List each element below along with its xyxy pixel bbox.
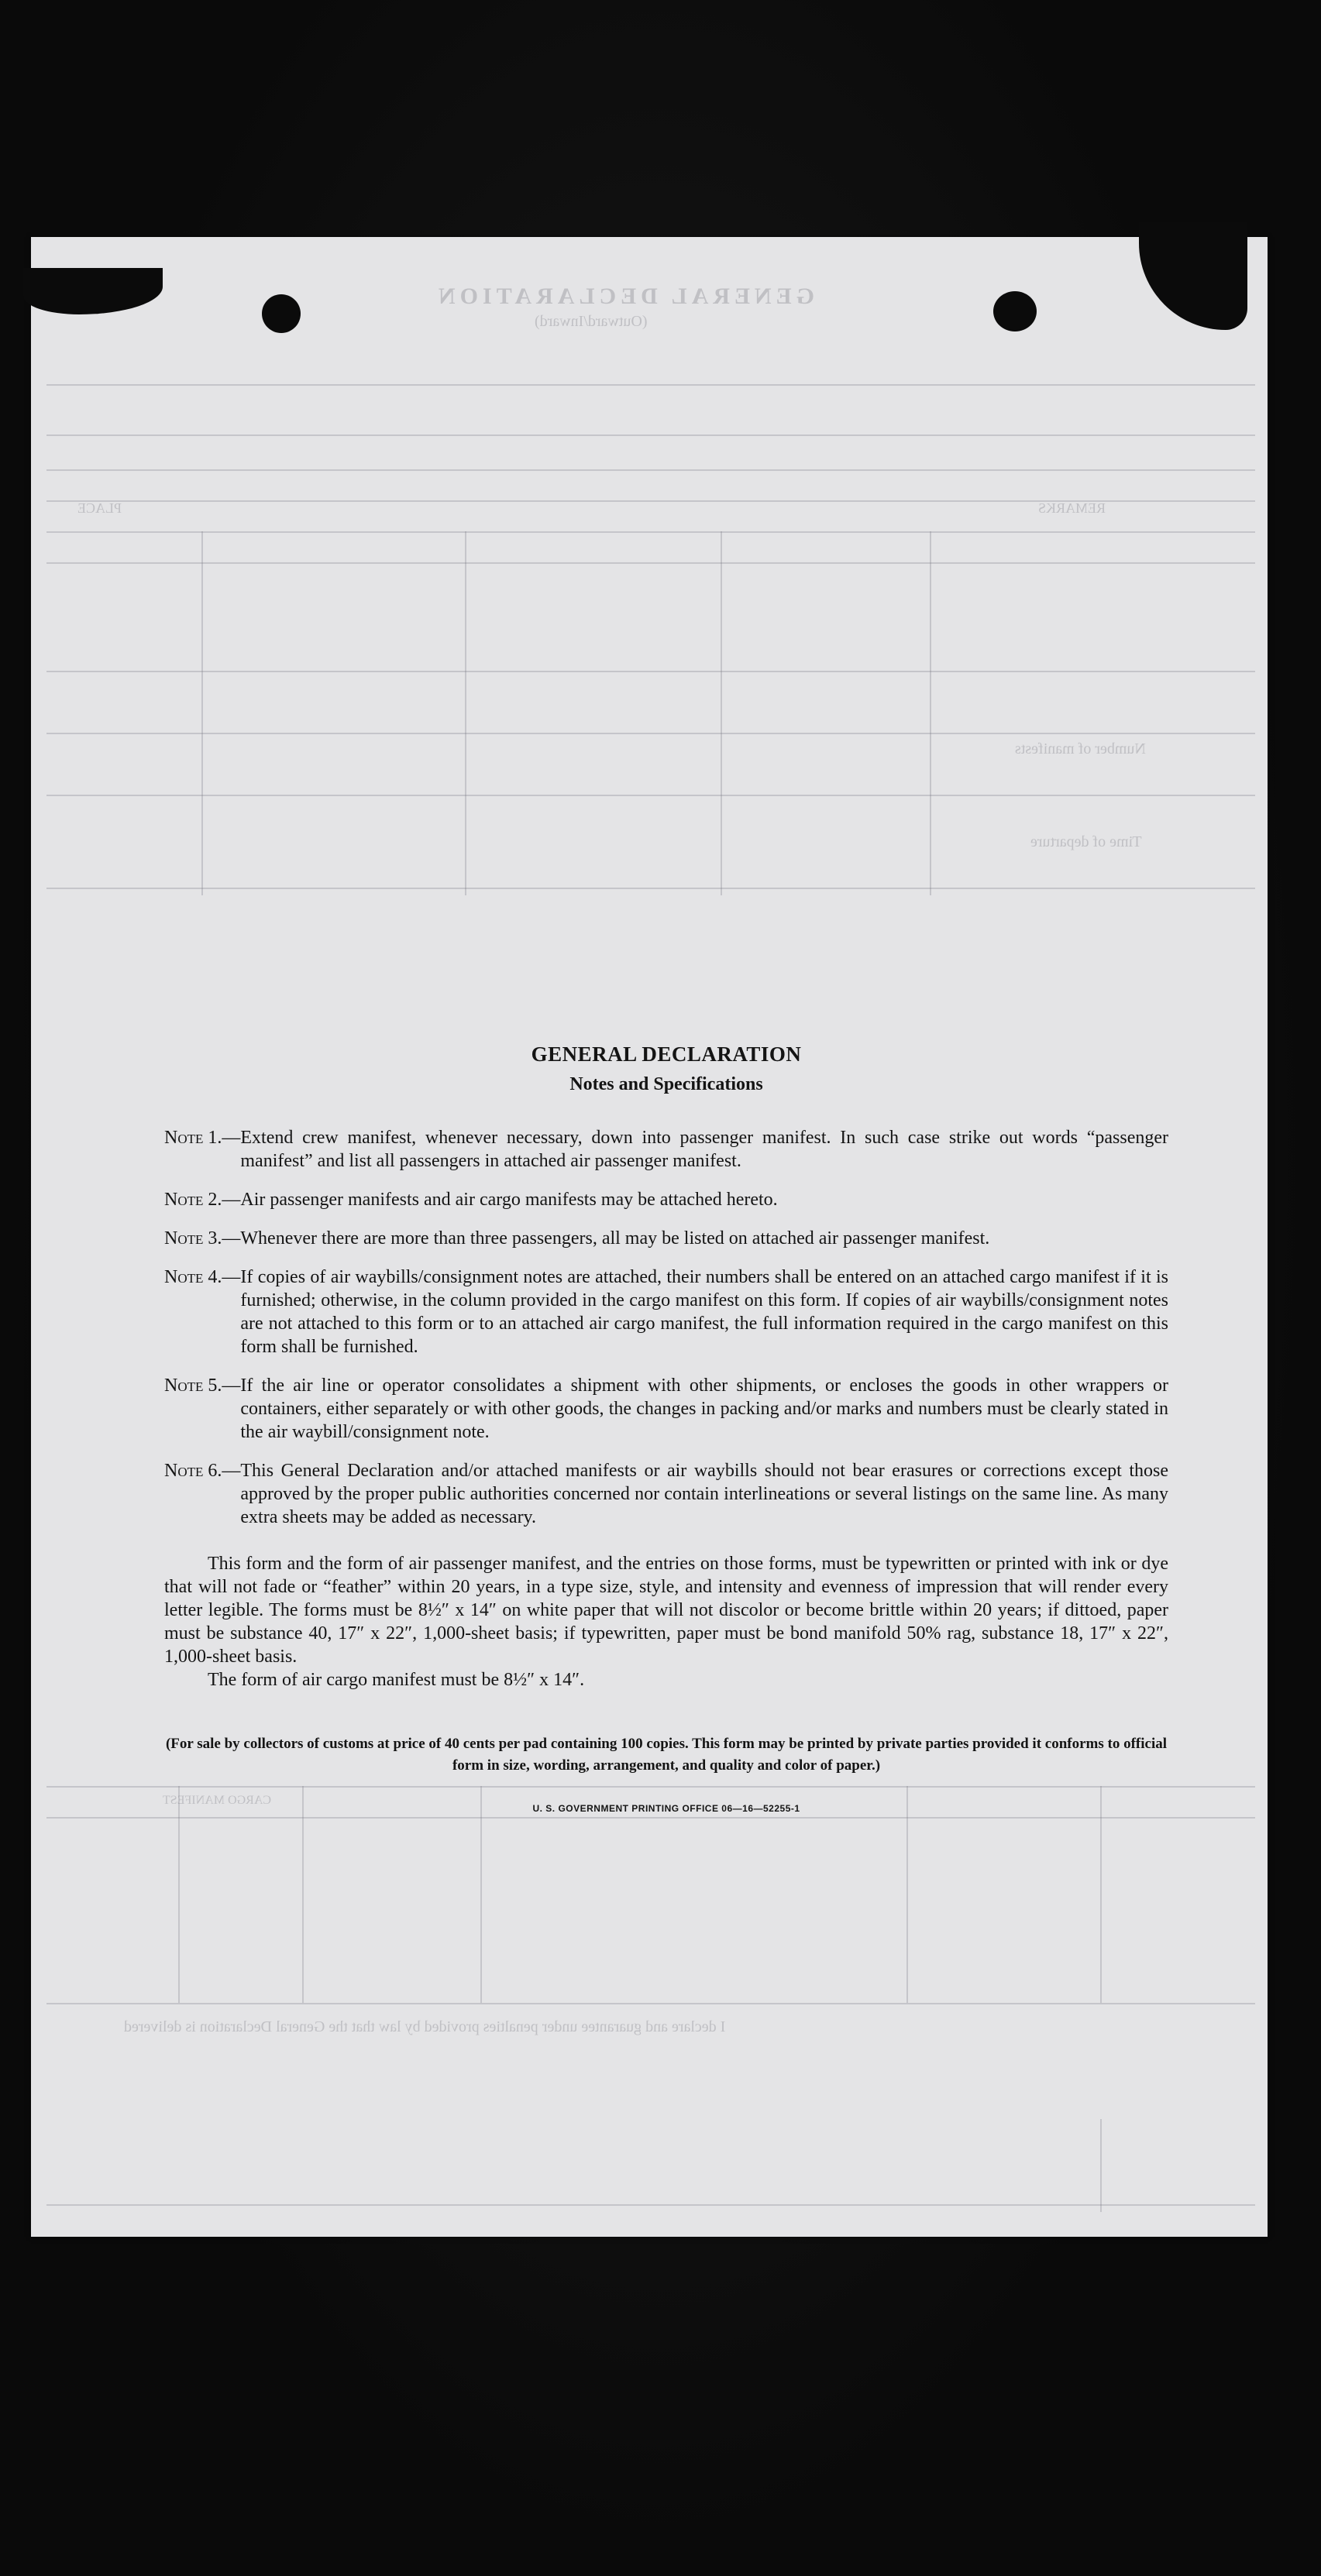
- note-5: Note 5. — If the air line or operator consolidates a shipment with other shipments, or encloses the goods in other wrappers or containers, either separately or with other goods, the changes in packing and/or marks and numbers must be clearly stated in the air waybill/consignment note.: [164, 1376, 1168, 1442]
- torn-corner-right: [1139, 222, 1247, 330]
- note-text: Whenever there are more than three passengers, all may be listed on attached air passenger manifest.: [240, 1228, 990, 1249]
- note-label: Note 6.: [164, 1461, 222, 1481]
- document-subtitle: Notes and Specifications: [569, 1074, 763, 1094]
- document-page: [31, 237, 1268, 2237]
- sale-notice: (For sale by collectors of customs at price of 40 cents per pad containing 100 copies. This form may be printed by private parties provided it conforms to official form in size, wording, arrangement, and quality and color of paper.): [165, 1736, 1168, 1774]
- paper-specifications: This form and the form of air passenger manifest, and the entries on those forms, must be typewritten or printed with ink or dye that will not fade or “feather” within 20 years, in a type size, style, and intensity and evenness of impression that will render every letter legible. The forms must be 8½″ x 14″ on white paper that will not discolor or become brittle within 20 years; if dittoed, paper must be substance 40, 17″ x 22″, 1,000-sheet basis; if typewritten, paper must be bond manifold 50% rag, substance 18, 17″ x 22″, 1,000-sheet basis.: [164, 1554, 1168, 1667]
- note-1: Note 1. — Extend crew manifest, whenever necessary, down into passenger manifest. In such case strike out words “passenger manifest” and list all passengers in attached air passenger manifest.: [164, 1128, 1168, 1171]
- note-3: Note 3. — Whenever there are more than three passengers, all may be listed on attached air passenger manifest.: [164, 1227, 1168, 1250]
- document-title: GENERAL DECLARATION: [531, 1042, 802, 1066]
- note-label: Note 5.: [164, 1376, 222, 1396]
- note-text: If copies of air waybills/consignment notes are attached, their numbers shall be entered on an attached cargo manifest if it is furnished; otherwise, in the column provided in the cargo manifest on this form. If copies of air waybills/consignment notes are not attached to this form or to an attached air cargo manifest, the full information required in the cargo manifest on this form shall be furnished.: [240, 1267, 1168, 1357]
- note-text: This General Declaration and/or attached manifests or air waybills should not bear erasures or corrections except those approved by the proper public authorities concerned nor contain interlineations or several listings on the same line. As many extra sheets may be added as necessary.: [240, 1461, 1168, 1527]
- declaration-notes: [164, 1042, 1168, 1814]
- note-text: If the air line or operator consolidates a shipment with other shipments, or encloses the goods in other wrappers or containers, either separately or with other goods, the changes in packing and/or marks and numbers must be clearly stated in the air waybill/consignment note.: [240, 1376, 1168, 1442]
- punch-hole-left: [262, 294, 301, 333]
- torn-corner-left: [23, 268, 163, 314]
- punch-hole-right: [993, 291, 1037, 331]
- note-text: Extend crew manifest, whenever necessary, down into passenger manifest. In such case strike out words “passenger manifest” and list all passengers in attached air passenger manifest.: [240, 1128, 1168, 1171]
- cargo-manifest-size: The form of air cargo manifest must be 8½″ x 14″.: [208, 1670, 585, 1690]
- note-2: Note 2. — Air passenger manifests and air cargo manifests may be attached hereto.: [164, 1188, 1168, 1211]
- printer-imprint: U. S. GOVERNMENT PRINTING OFFICE 06—16—52255-1: [532, 1803, 800, 1814]
- note-label: Note 3.: [164, 1228, 222, 1249]
- bleed-through-reverse-side: GENERAL DECLARATION (Outward/Inward) PLACE REMARKS Number of manifests Time of departure CARGO MANIFEST I declare and guarantee under penalties provided by law that the General Declaration is delivered: [31, 237, 1268, 2237]
- note-4: Note 4. — If copies of air waybills/consignment notes are attached, their numbers shall be entered on an attached cargo manifest if it is furnished; otherwise, in the column provided in the cargo manifest on this form. If copies of air waybills/consignment notes are not attached to this form or to an attached air cargo manifest, the full information required in the cargo manifest on this form shall be furnished.: [164, 1267, 1168, 1357]
- note-label: Note 2.: [164, 1190, 222, 1210]
- note-label: Note 1.: [164, 1128, 222, 1148]
- note-label: Note 4.: [164, 1267, 222, 1287]
- note-6: Note 6. — This General Declaration and/or attached manifests or air waybills should not bear erasures or corrections except those approved by the proper public authorities concerned nor contain interlineations or several listings on the same line. As many extra sheets may be added as necessary.: [164, 1461, 1168, 1527]
- note-text: Air passenger manifests and air cargo manifests may be attached hereto.: [240, 1190, 778, 1210]
